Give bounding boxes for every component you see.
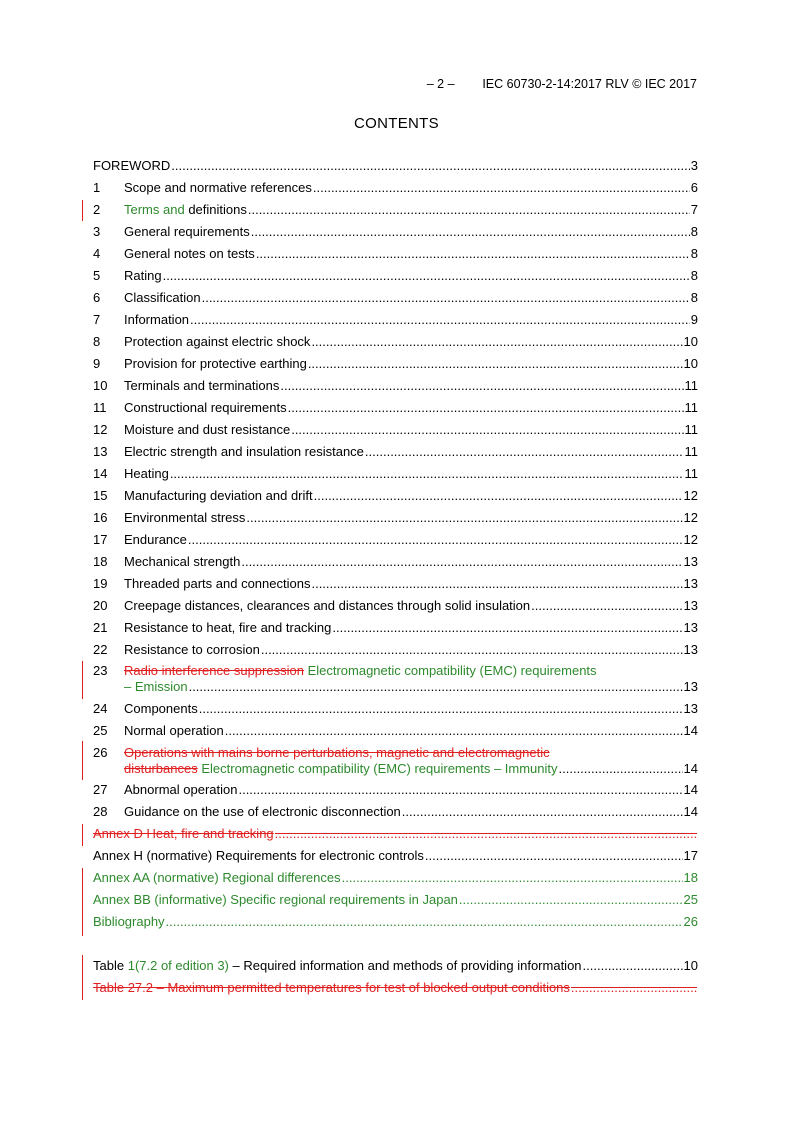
toc-entry-23[interactable]: 23 Radio interference suppression Electromagnetic compatibility (EMC) requirements: [93, 663, 597, 678]
page-header: [427, 77, 697, 91]
toc-entry-20[interactable]: 20 Creepage distances, clearances and distances through solid insulation ..... 13: [93, 596, 698, 616]
table-list-entry-1[interactable]: Table 1(7.2 of edition 3) – Required information and methods of providing information ..... 10: [93, 956, 698, 976]
toc-entry-12[interactable]: 12 Moisture and dust resistance ..... 11: [93, 420, 698, 440]
toc-entry-annex-aa[interactable]: Annex AA (normative) Regional differences ..... 18: [93, 868, 698, 888]
toc-entry-26[interactable]: 26 Operations with mains borne perturbations, magnetic and electromagnetic: [93, 745, 550, 760]
toc-entry-foreword[interactable]: FOREWORD ..... 3: [93, 156, 698, 176]
page-number: – 2 –: [426, 77, 455, 91]
toc-entry-23-cont[interactable]: – Emission ..... 13: [93, 677, 698, 697]
toc-entry-21[interactable]: 21 Resistance to heat, fire and tracking ..... 13: [93, 618, 698, 638]
toc-entry-13[interactable]: 13 Electric strength and insulation resistance ..... 11: [93, 442, 698, 462]
toc-entry-27[interactable]: 27 Abnormal operation ..... 14: [93, 780, 698, 800]
contents-title: CONTENTS: [354, 115, 439, 132]
toc-entry-bibliography[interactable]: Bibliography ..... 26: [93, 912, 698, 932]
toc-entry-1[interactable]: 1 Scope and normative references ..... 6: [93, 178, 698, 198]
toc-entry-17[interactable]: 17 Endurance ..... 12: [93, 530, 698, 550]
toc-entry-10[interactable]: 10 Terminals and terminations ..... 11: [93, 376, 698, 396]
toc-entry-19[interactable]: 19 Threaded parts and connections ..... 13: [93, 574, 698, 594]
change-bar: [82, 824, 83, 846]
toc-entry-14[interactable]: 14 Heating ..... 11: [93, 464, 698, 484]
change-bar: [82, 741, 83, 780]
toc-entry-22[interactable]: 22 Resistance to corrosion ..... 13: [93, 640, 698, 660]
toc-entry-2[interactable]: 2 Terms and definitions ..... 7: [93, 200, 698, 220]
toc-entry-26-cont[interactable]: disturbances Electromagnetic compatibility (EMC) requirements – Immunity ..... 14: [93, 759, 698, 779]
toc-entry-24[interactable]: 24 Components ..... 13: [93, 699, 698, 719]
toc-entry-9[interactable]: 9 Provision for protective earthing ..... 10: [93, 354, 698, 374]
toc-entry-6[interactable]: 6 Classification ..... 8: [93, 288, 698, 308]
change-bar: [82, 955, 83, 1000]
toc-entry-11[interactable]: 11 Constructional requirements ..... 11: [93, 398, 698, 418]
toc-entry-4[interactable]: 4 General notes on tests ..... 8: [93, 244, 698, 264]
change-bar: [82, 868, 83, 936]
toc-entry-3[interactable]: 3 General requirements ..... 8: [93, 222, 698, 242]
toc-entry-annex-bb[interactable]: Annex BB (informative) Specific regional requirements in Japan ..... 25: [93, 890, 698, 910]
table-list-entry-27-2-deleted[interactable]: Table 27.2 – Maximum permitted temperatures for test of blocked output conditions .....: [93, 978, 698, 998]
toc-entry-28[interactable]: 28 Guidance on the use of electronic disconnection ..... 14: [93, 802, 698, 822]
toc-entry-annex-d-deleted[interactable]: Annex D Heat, fire and tracking .....: [93, 824, 698, 844]
toc-entry-annex-h[interactable]: Annex H (normative) Requirements for electronic controls ..... 17: [93, 846, 698, 866]
standard-reference: IEC 60730-2-14:2017 RLV © IEC 2017: [482, 77, 697, 91]
toc-entry-18[interactable]: 18 Mechanical strength ..... 13: [93, 552, 698, 572]
toc-entry-7[interactable]: 7 Information ..... 9: [93, 310, 698, 330]
toc-entry-25[interactable]: 25 Normal operation ..... 14: [93, 721, 698, 741]
toc-entry-16[interactable]: 16 Environmental stress ..... 12: [93, 508, 698, 528]
toc-entry-5[interactable]: 5 Rating ..... 8: [93, 266, 698, 286]
toc-entry-8[interactable]: 8 Protection against electric shock ..... 10: [93, 332, 698, 352]
toc-entry-15[interactable]: 15 Manufacturing deviation and drift ..... 12: [93, 486, 698, 506]
change-bar: [82, 661, 83, 699]
change-bar: [82, 200, 83, 221]
